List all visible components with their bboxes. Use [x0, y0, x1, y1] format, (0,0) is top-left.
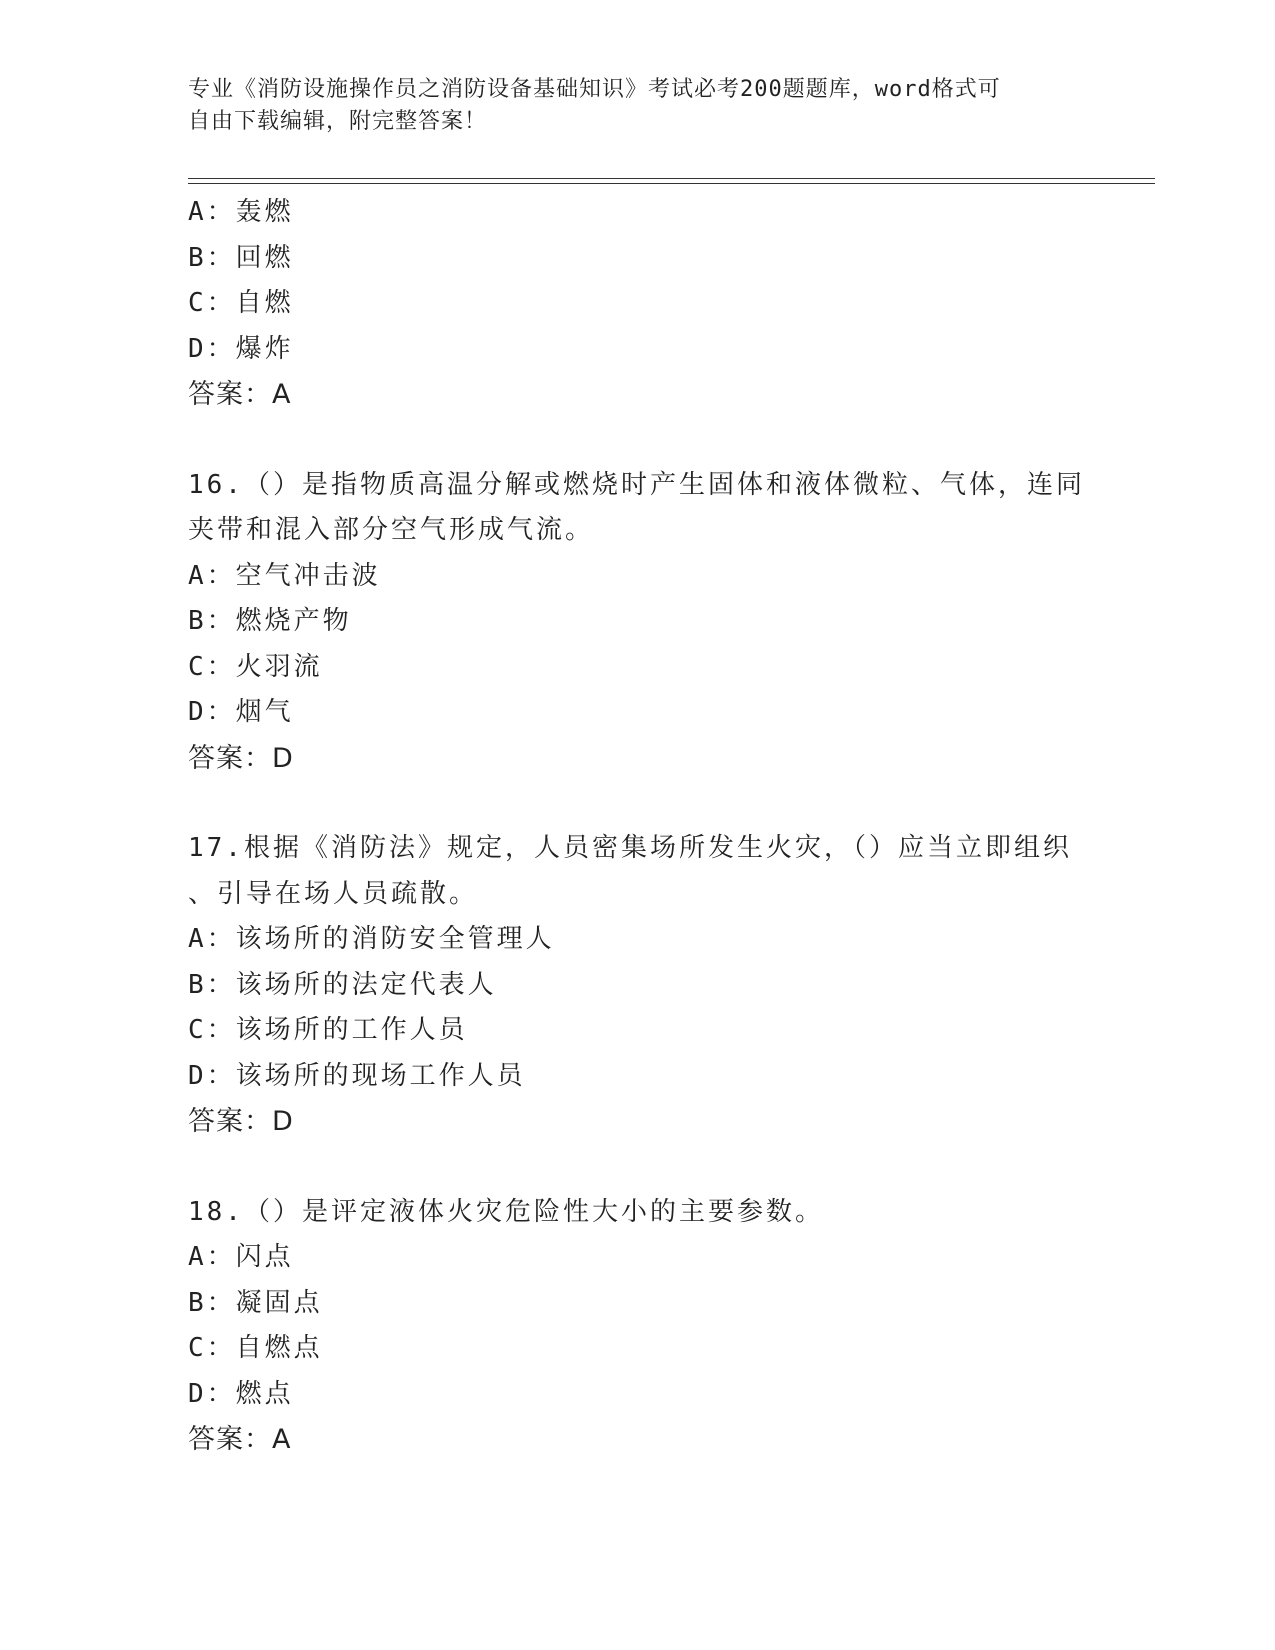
option-d: D：燃点	[188, 1378, 294, 1409]
question-text-line-1: 18.（）是评定液体火灾危险性大小的主要参数。	[188, 1196, 824, 1227]
option-d: D：烟气	[188, 697, 294, 727]
answer-line: 答案：D	[188, 742, 294, 774]
option-b: B：该场所的法定代表人	[188, 969, 497, 1000]
question-18	[188, 1190, 1088, 1463]
question-fragment	[188, 190, 1088, 418]
option-d: D：该场所的现场工作人员	[188, 1060, 526, 1091]
question-list	[188, 190, 1088, 1463]
answer-line: 答案：D	[188, 1106, 294, 1137]
answer-line: 答案：A	[188, 379, 292, 410]
option-b: B：燃烧产物	[188, 606, 352, 636]
question-text-line-2: 夹带和混入部分空气形成气流。	[188, 515, 595, 545]
page-header	[188, 74, 1068, 138]
question-text-line-1: 17.根据《消防法》规定，人员密集场所发生火灾，（）应当立即组织	[188, 833, 1072, 863]
question-17	[188, 826, 1088, 1145]
question-text-line-1: 16.（）是指物质高温分解或燃烧时产生固体和液体微粒、气体，连同	[188, 469, 1085, 500]
option-c: C：自燃点	[188, 1333, 323, 1363]
option-a: A：闪点	[188, 1242, 294, 1272]
option-c: C：该场所的工作人员	[188, 1015, 468, 1045]
option-c: C：火羽流	[188, 651, 323, 682]
question-16	[188, 463, 1088, 782]
option-b: B：回燃	[188, 242, 294, 273]
header-title-line-1: 专业《消防设施操作员之消防设备基础知识》考试必考200题题库，word格式可	[188, 77, 1001, 102]
option-d: D：爆炸	[188, 333, 294, 364]
question-text-line-2: 、引导在场人员疏散。	[188, 878, 479, 909]
header-title-line-2: 自由下载编辑，附完整答案！	[188, 109, 488, 134]
header-divider-top	[188, 178, 1155, 179]
option-b: B：凝固点	[188, 1287, 323, 1318]
option-a: A：该场所的消防安全管理人	[188, 924, 555, 954]
option-c: C：自燃	[188, 288, 294, 318]
answer-line: 答案：A	[188, 1424, 292, 1455]
option-a: A：轰燃	[188, 197, 294, 227]
option-a: A：空气冲击波	[188, 560, 381, 591]
header-divider-bottom	[188, 183, 1155, 184]
